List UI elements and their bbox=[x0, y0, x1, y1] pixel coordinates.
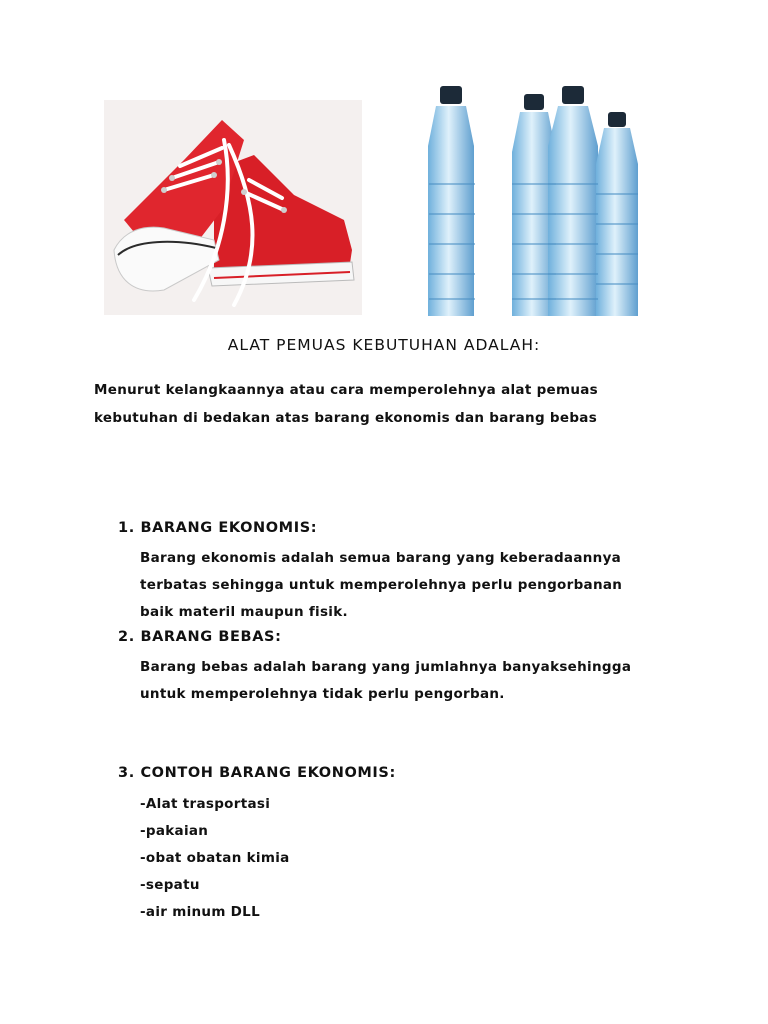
section-heading-barang-ekonomis: 1. BARANG EKONOMIS: bbox=[118, 520, 318, 536]
body-line: untuk memperolehnya tidak perlu pengorban. bbox=[140, 686, 505, 702]
body-line: Barang bebas adalah barang yang jumlahnya banyaksehingga bbox=[140, 659, 632, 675]
red-sneakers-image bbox=[104, 100, 362, 315]
intro-paragraph bbox=[94, 376, 694, 432]
body-line: baik materil maupun fisik. bbox=[140, 604, 348, 620]
list-item: -obat obatan kimia bbox=[140, 850, 290, 866]
section-body-barang-bebas bbox=[140, 654, 631, 708]
body-line: terbatas sehingga untuk memperolehnya perlu pengorbanan bbox=[140, 577, 623, 593]
section-heading-barang-bebas: 2. BARANG BEBAS: bbox=[118, 629, 282, 645]
example-list bbox=[140, 791, 290, 926]
list-item: -Alat trasportasi bbox=[140, 796, 271, 812]
list-item: -pakaian bbox=[140, 823, 209, 839]
intro-line: kebutuhan di bedakan atas barang ekonomis dan barang bebas bbox=[94, 410, 598, 426]
section-body-barang-ekonomis bbox=[140, 545, 622, 626]
body-line: Barang ekonomis adalah semua barang yang keberadaannya bbox=[140, 550, 622, 566]
intro-line: Menurut kelangkaannya atau cara memperolehnya alat pemuas bbox=[94, 382, 599, 398]
water-bottles-image bbox=[410, 84, 645, 320]
page-title: ALAT PEMUAS KEBUTUHAN ADALAH: bbox=[227, 336, 541, 354]
list-item: -air minum DLL bbox=[140, 904, 260, 920]
list-item: -sepatu bbox=[140, 877, 200, 893]
section-heading-contoh-barang-ekonomis: 3. CONTOH BARANG EKONOMIS: bbox=[118, 765, 396, 781]
